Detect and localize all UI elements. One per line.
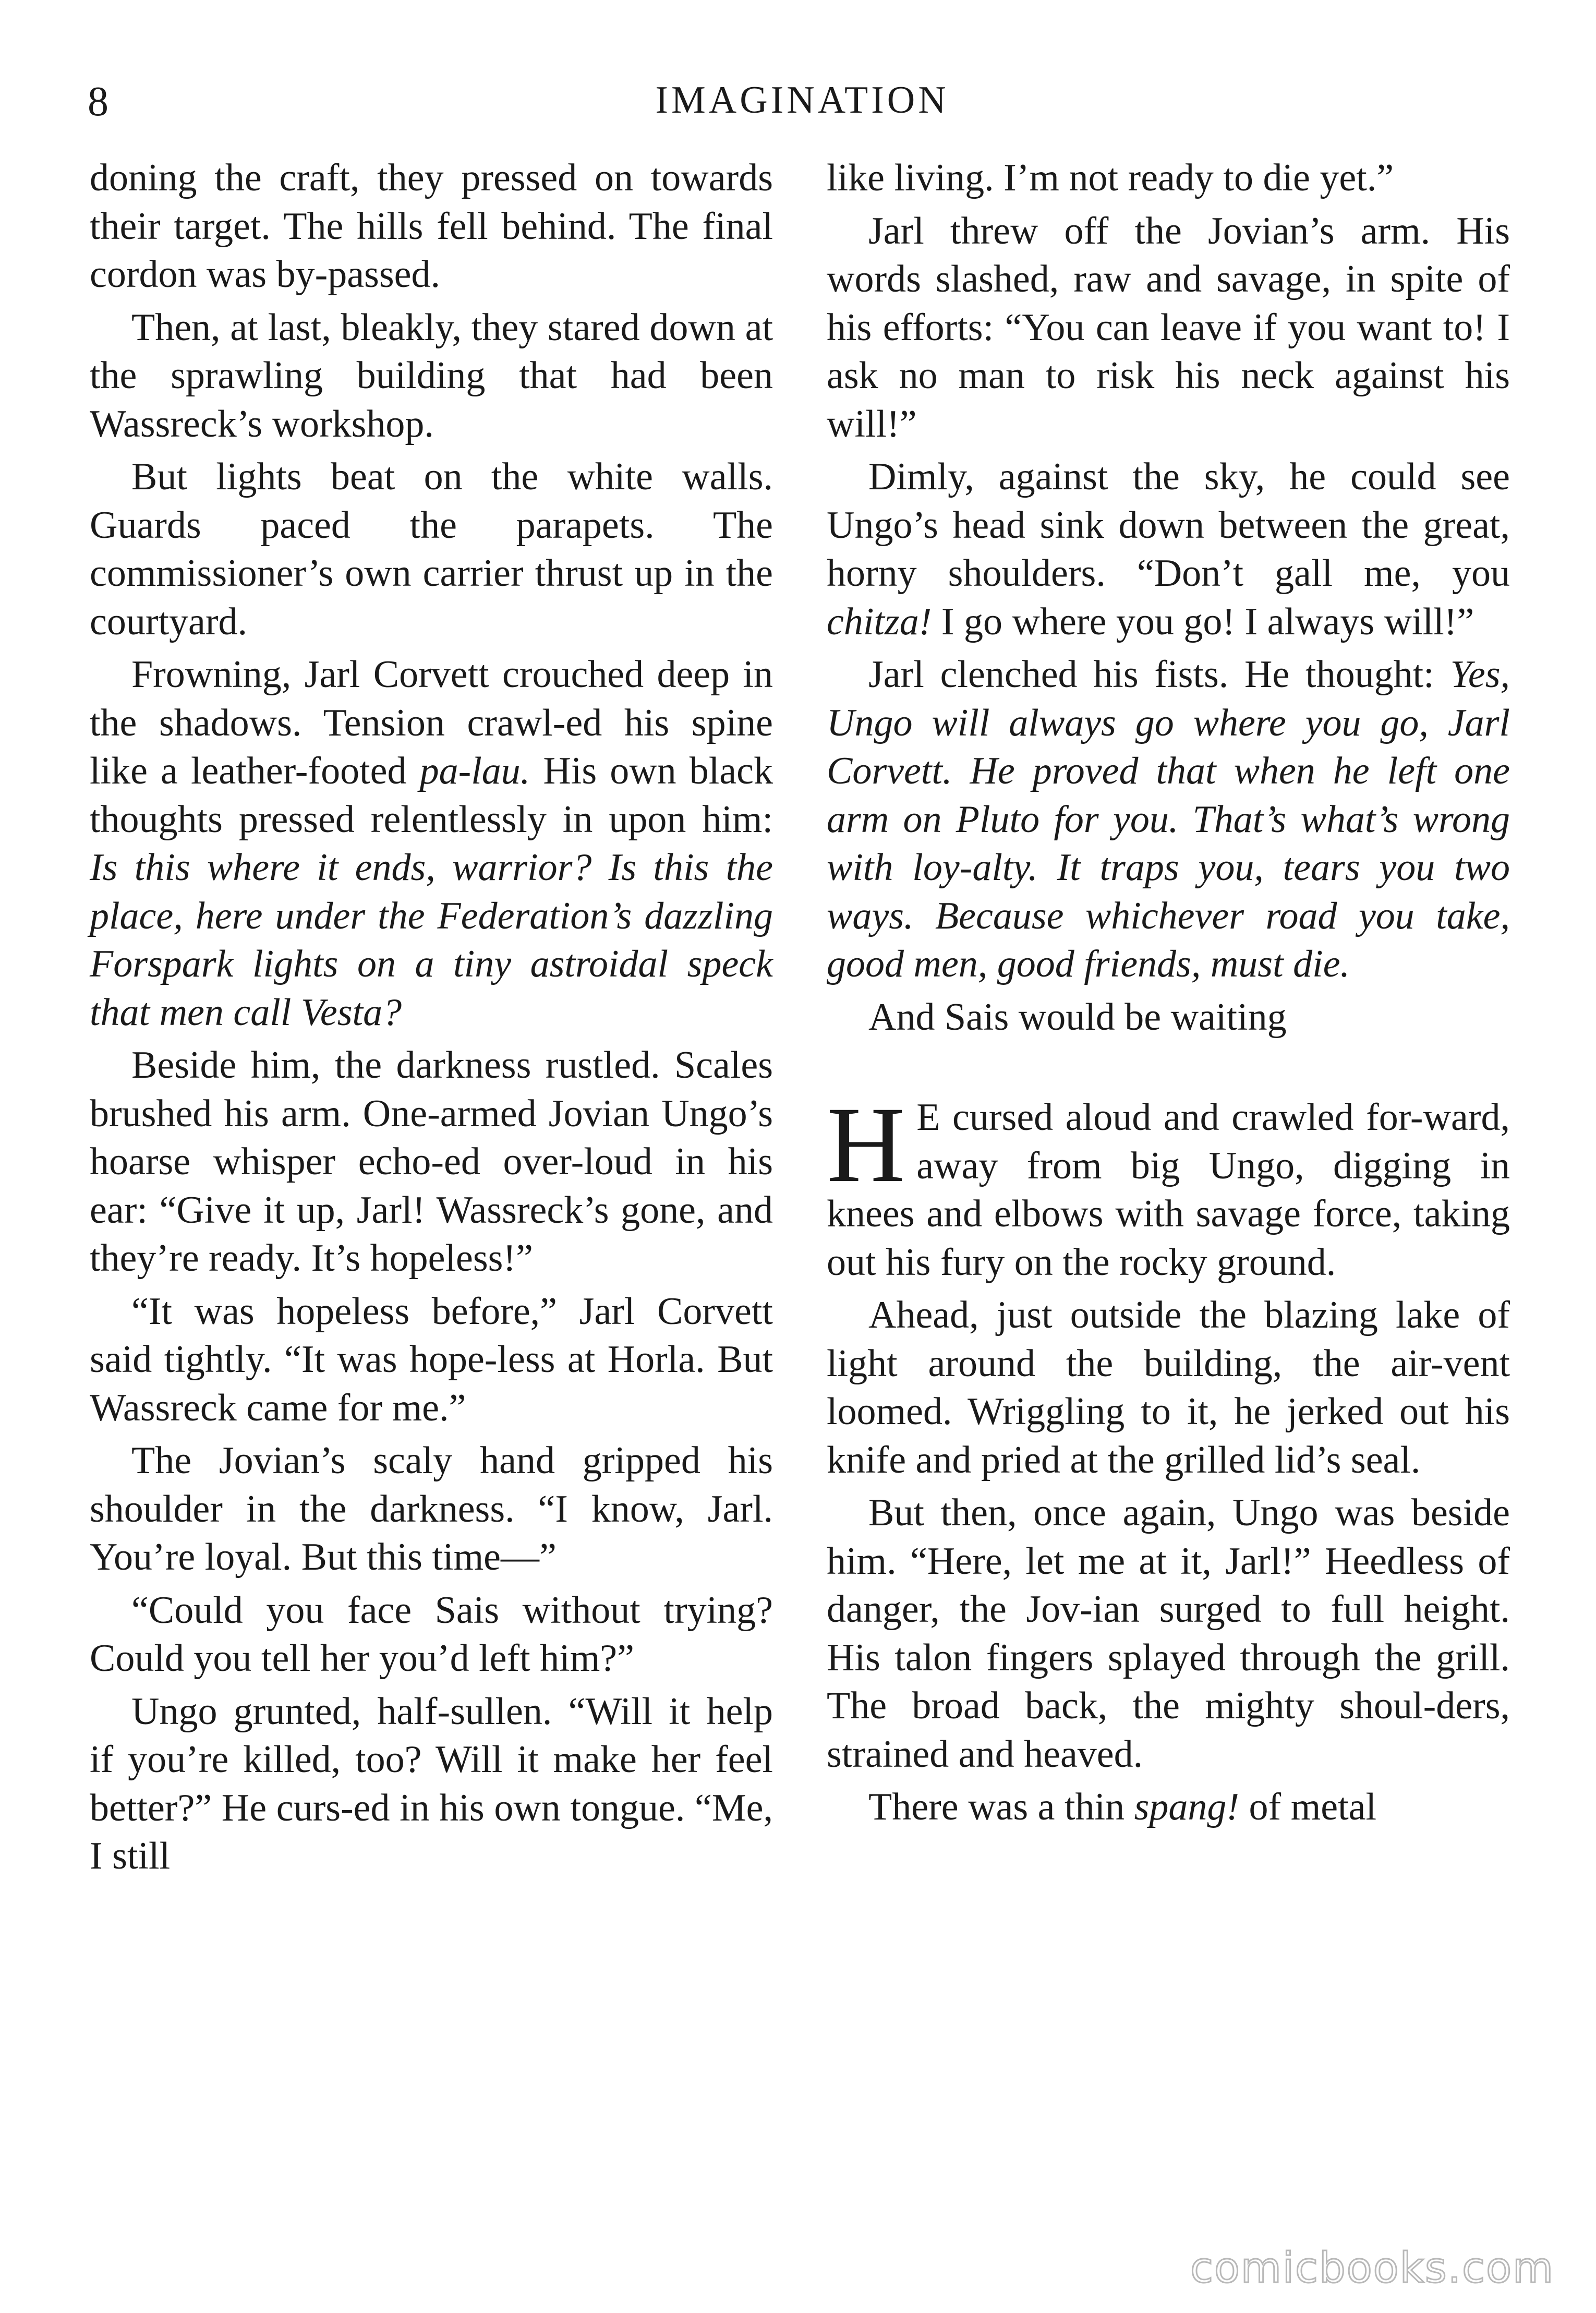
- paragraph: Jarl threw off the Jovian’s arm. His words slashed, raw and savage, in spite of his efforts: “You can leave if you want to! I ask no man to risk his neck against his will!”: [827, 209, 1510, 445]
- paragraph: [90, 650, 773, 1037]
- paragraph-text: His own black thoughts pressed relentlessly in upon him:: [90, 750, 773, 841]
- paragraph: Beside him, the darkness rustled. Scales brushed his arm. One-armed Jovian Ungo’s hoarse whisper echo-ed over-loud in his ear: “Give it up, Jarl! Wassreck’s gone, and they’re ready. It’s hopeless!”: [90, 1044, 773, 1280]
- paragraph: “Could you face Sais without trying? Could you tell her you’d left him?”: [90, 1588, 773, 1680]
- running-head: IMAGINATION: [655, 79, 949, 122]
- watermark: comicbooks.com: [1190, 2244, 1554, 2292]
- paragraph: [827, 1085, 1510, 1286]
- italic-word: spang!: [1134, 1786, 1240, 1828]
- paragraph: like living. I’m not ready to die yet.”: [827, 156, 1394, 199]
- paragraph: The Jovian’s scaly hand gripped his shoulder in the darkness. “I know, Jarl. You’re loyal. But this time—”: [90, 1439, 773, 1579]
- paragraph-text: E cursed aloud and crawled for-ward, away from big Ungo, digging in knees and elbows with savage force, taking out his fury on the rocky ground.: [827, 1096, 1510, 1284]
- drop-cap: H: [827, 1085, 905, 1204]
- paragraph: doning the craft, they pressed on towards their target. The hills fell behind. The final cordon was by-passed.: [90, 156, 773, 296]
- page-number: 8: [88, 79, 110, 125]
- paragraph: [827, 1783, 1510, 1832]
- paragraph: Then, at last, bleakly, they stared down at the sprawling building that had been Wassreck’s workshop.: [90, 306, 773, 445]
- italic-thought: Is this where it ends, warrior? Is this the place, here under the Federation’s dazzling Forspark lights on a tiny astroidal speck that men call Vesta?: [90, 846, 773, 1034]
- paragraph: [827, 453, 1510, 646]
- paragraph-text: of metal: [1239, 1786, 1377, 1828]
- paragraph: But lights beat on the white walls. Guards paced the parapets. The commissioner’s own carrier thrust up in the courtyard.: [90, 455, 773, 643]
- italic-thought: Yes, Ungo will always go where you go, Jarl Corvett. He proved that when he left one arm on Pluto for you. That’s what’s wrong with loy-alty. It traps you, tears you two ways. Because whichever road you take, good men, good friends, must die.: [827, 653, 1510, 985]
- paragraph-text: Jarl clenched his fists. He thought:: [868, 653, 1450, 696]
- paragraph-text: I go where you go! I always will!”: [932, 600, 1474, 643]
- left-column: [90, 154, 773, 1885]
- paragraph: And Sais would be waiting: [868, 995, 1287, 1039]
- right-column: [827, 154, 1510, 1836]
- paragraph-text: There was a thin: [868, 1786, 1134, 1828]
- paragraph: But then, once again, Ungo was beside him. “Here, let me at it, Jarl!” Heedless of danger, the Jov-ian surged to full height. His talon fingers splayed through the grill. The broad back, the mighty shoul-ders, strained and heaved.: [827, 1491, 1510, 1776]
- paragraph-text: Dimly, against the sky, he could see Ungo’s head sink down between the great, horny shoulders. “Don’t gall me, you: [827, 455, 1510, 595]
- italic-word: chitza!: [827, 600, 932, 643]
- paragraph-text: Frowning, Jarl Corvett crouched deep in the shadows. Tension crawl-ed his spine like a leather-footed: [90, 653, 773, 792]
- paragraph: “It was hopeless before,” Jarl Corvett said tightly. “It was hope-less at Horla. But Wassreck came for me.”: [90, 1290, 773, 1429]
- page-header: [88, 78, 1517, 136]
- italic-word: pa-lau.: [419, 750, 530, 792]
- paragraph: Ungo grunted, half-sullen. “Will it help if you’re killed, too? Will it make her feel better?” He curs-ed in his own tongue. “Me, I still: [90, 1690, 773, 1877]
- paragraph: [827, 650, 1510, 989]
- paragraph: Ahead, just outside the blazing lake of light around the building, the air-vent loomed. Wriggling to it, he jerked out his knife and pried at the grilled lid’s seal.: [827, 1294, 1510, 1481]
